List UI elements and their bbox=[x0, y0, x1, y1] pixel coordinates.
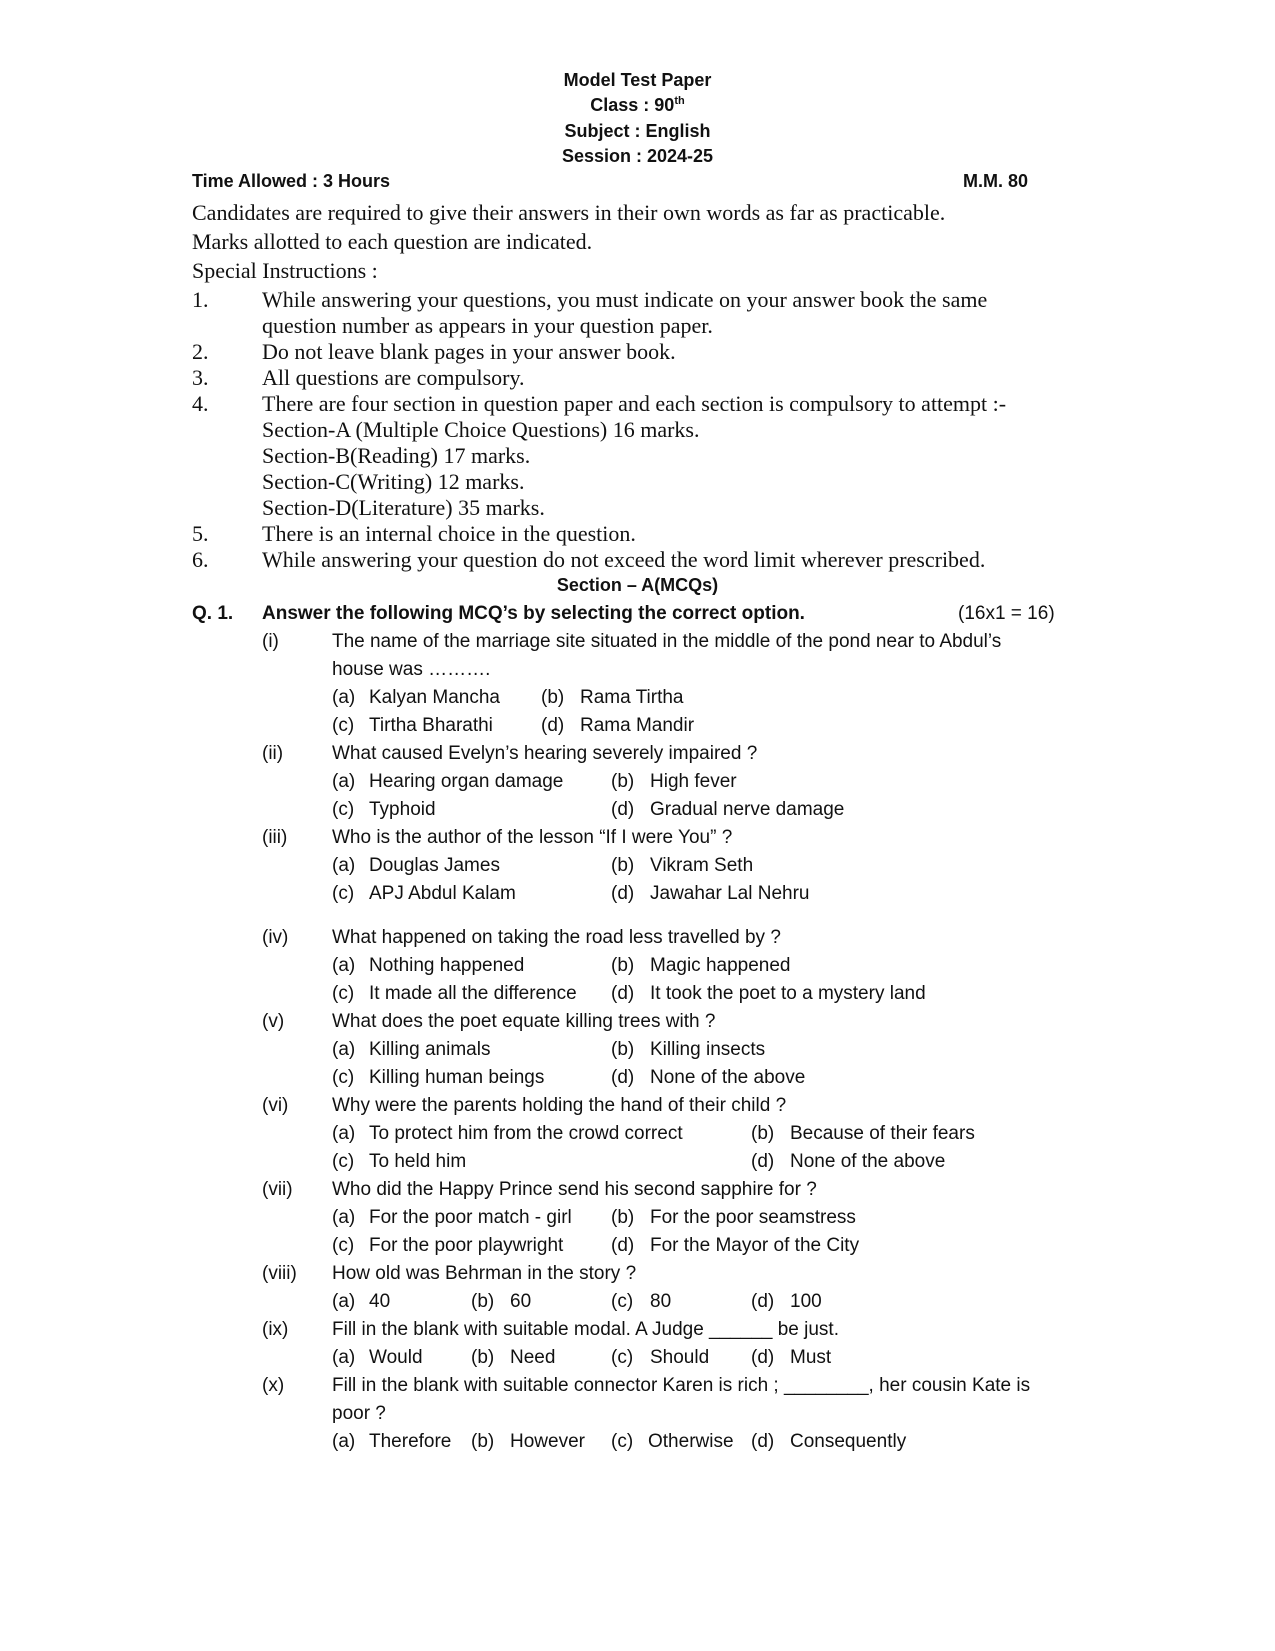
option-text: For the poor match - girl bbox=[369, 1207, 572, 1228]
option-letter: (a) bbox=[332, 1431, 356, 1452]
mcq-number: (v) bbox=[262, 1011, 285, 1032]
option-text: Gradual nerve damage bbox=[650, 799, 845, 820]
instruction-text: All questions are compulsory. bbox=[262, 365, 525, 390]
mcq-question: Who did the Happy Prince send his second sapphire for ? bbox=[332, 1179, 817, 1200]
option-letter: (b) bbox=[541, 687, 565, 708]
option-letter: (c) bbox=[611, 1347, 634, 1368]
mcq-number: (ii) bbox=[262, 743, 284, 764]
option-letter: (c) bbox=[332, 1235, 355, 1256]
session-label: Session : 2024-25 bbox=[561, 146, 714, 166]
option-letter: (d) bbox=[611, 799, 635, 820]
instruction-number: 5. bbox=[192, 521, 209, 546]
option-letter: (a) bbox=[332, 1291, 356, 1312]
option-text: Must bbox=[790, 1347, 832, 1368]
option-text: None of the above bbox=[650, 1067, 806, 1088]
option-text: 100 bbox=[790, 1291, 822, 1312]
option-text: Typhoid bbox=[369, 799, 436, 820]
instruction-number: 4. bbox=[192, 391, 209, 416]
question-1-text: Answer the following MCQ’s by selecting the correct option. bbox=[262, 603, 805, 624]
mcq-question: poor ? bbox=[332, 1403, 386, 1424]
special-instructions-heading: Special Instructions : bbox=[192, 258, 378, 283]
instruction-text: While answering your question do not exceed the word limit wherever prescribed. bbox=[262, 547, 986, 572]
option-letter: (a) bbox=[332, 687, 356, 708]
option-text: Killing human beings bbox=[369, 1067, 545, 1088]
section-a-title: Section – A(MCQs) bbox=[556, 575, 719, 595]
option-letter: (b) bbox=[611, 1207, 635, 1228]
option-text: Need bbox=[510, 1347, 556, 1368]
instruction-number: 2. bbox=[192, 339, 209, 364]
option-letter: (c) bbox=[332, 983, 355, 1004]
option-letter: (a) bbox=[332, 771, 356, 792]
max-marks: M.M. 80 bbox=[963, 171, 1029, 191]
general-line-2: Marks allotted to each question are indicated. bbox=[192, 229, 593, 254]
option-letter: (d) bbox=[611, 1067, 635, 1088]
general-line-1: Candidates are required to give their answers in their own words as far as practicable. bbox=[192, 200, 946, 225]
option-text: Therefore bbox=[369, 1431, 452, 1452]
mcq-question: What does the poet equate killing trees with ? bbox=[332, 1011, 716, 1032]
mcq-question: What happened on taking the road less travelled by ? bbox=[332, 927, 781, 948]
mcq-number: (vii) bbox=[262, 1179, 293, 1200]
option-letter: (b) bbox=[751, 1123, 775, 1144]
option-letter: (c) bbox=[332, 799, 355, 820]
option-letter: (d) bbox=[611, 883, 635, 904]
class-label bbox=[0, 95, 1275, 116]
option-text: Killing insects bbox=[650, 1039, 766, 1060]
option-text: Nothing happened bbox=[369, 955, 525, 976]
option-text: For the poor seamstress bbox=[650, 1207, 856, 1228]
class-superscript: th bbox=[674, 95, 685, 107]
option-text: Killing animals bbox=[369, 1039, 491, 1060]
option-letter: (a) bbox=[332, 855, 356, 876]
option-letter: (c) bbox=[332, 1067, 355, 1088]
option-letter: (b) bbox=[611, 771, 635, 792]
option-text: Kalyan Mancha bbox=[369, 687, 500, 708]
instruction-text: While answering your questions, you must indicate on your answer book the same bbox=[262, 287, 988, 312]
mcq-number: (vi) bbox=[262, 1095, 289, 1116]
option-letter: (b) bbox=[471, 1291, 495, 1312]
option-text: Because of their fears bbox=[790, 1123, 975, 1144]
instruction-text: Section-B(Reading) 17 marks. bbox=[262, 443, 531, 468]
mcq-question: What caused Evelyn’s hearing severely impaired ? bbox=[332, 743, 758, 764]
option-letter: (b) bbox=[471, 1431, 495, 1452]
option-text: Rama Mandir bbox=[580, 715, 695, 736]
mcq-number: (iv) bbox=[262, 927, 289, 948]
option-text: For the Mayor of the City bbox=[650, 1235, 860, 1256]
option-letter: (d) bbox=[751, 1431, 775, 1452]
mcq-question: Fill in the blank with suitable connector Karen is rich ; ________, her cousin Kate is bbox=[332, 1375, 1031, 1396]
option-text: It made all the difference bbox=[369, 983, 577, 1004]
mcq-question: house was ………. bbox=[332, 659, 491, 680]
option-letter: (b) bbox=[471, 1347, 495, 1368]
question-1-marks: (16x1 = 16) bbox=[958, 603, 1055, 624]
option-letter: (a) bbox=[332, 1347, 356, 1368]
option-letter: (d) bbox=[751, 1151, 775, 1172]
option-text: Consequently bbox=[790, 1431, 907, 1452]
option-text: Douglas James bbox=[369, 855, 500, 876]
option-text: Rama Tirtha bbox=[580, 687, 684, 708]
option-letter: (a) bbox=[332, 1207, 356, 1228]
mcq-number: (x) bbox=[262, 1375, 285, 1396]
option-text: High fever bbox=[650, 771, 737, 792]
option-text: To protect him from the crowd correct bbox=[369, 1123, 683, 1144]
option-text: Otherwise bbox=[648, 1431, 734, 1452]
option-text: Should bbox=[650, 1347, 710, 1368]
subject-label: Subject : English bbox=[564, 121, 711, 141]
instruction-text: Section-C(Writing) 12 marks. bbox=[262, 469, 525, 494]
option-text: None of the above bbox=[790, 1151, 946, 1172]
instruction-text: There are four section in question paper and each section is compulsory to attempt :- bbox=[262, 391, 1007, 416]
instruction-number: 6. bbox=[192, 547, 209, 572]
mcq-number: (iii) bbox=[262, 827, 288, 848]
option-text: It took the poet to a mystery land bbox=[650, 983, 926, 1004]
instruction-text: Section-D(Literature) 35 marks. bbox=[262, 495, 545, 520]
option-letter: (c) bbox=[332, 715, 355, 736]
option-text: Magic happened bbox=[650, 955, 791, 976]
option-letter: (a) bbox=[332, 1123, 356, 1144]
option-letter: (a) bbox=[332, 1039, 356, 1060]
option-letter: (b) bbox=[611, 1039, 635, 1060]
option-text: However bbox=[510, 1431, 585, 1452]
option-letter: (d) bbox=[611, 1235, 635, 1256]
class-value: Class : 90 bbox=[590, 95, 675, 115]
mcq-question: How old was Behrman in the story ? bbox=[332, 1263, 637, 1284]
option-text: For the poor playwright bbox=[369, 1235, 564, 1256]
mcq-question: Fill in the blank with suitable modal. A Judge ______ be just. bbox=[332, 1319, 839, 1340]
option-text: Hearing organ damage bbox=[369, 771, 564, 792]
option-letter: (d) bbox=[611, 983, 635, 1004]
instruction-text: There is an internal choice in the question. bbox=[262, 521, 636, 546]
option-text: 80 bbox=[650, 1291, 672, 1312]
option-text: Would bbox=[369, 1347, 423, 1368]
mcq-number: (ix) bbox=[262, 1319, 289, 1340]
option-letter: (d) bbox=[751, 1347, 775, 1368]
mcq-number: (i) bbox=[262, 631, 279, 652]
option-text: 40 bbox=[369, 1291, 391, 1312]
option-letter: (c) bbox=[611, 1431, 634, 1452]
option-text: APJ Abdul Kalam bbox=[369, 883, 516, 904]
option-letter: (c) bbox=[332, 883, 355, 904]
option-letter: (c) bbox=[332, 1151, 355, 1172]
option-text: Vikram Seth bbox=[650, 855, 754, 876]
option-letter: (d) bbox=[751, 1291, 775, 1312]
instruction-number: 3. bbox=[192, 365, 209, 390]
option-text: To held him bbox=[369, 1151, 467, 1172]
mcq-number: (viii) bbox=[262, 1263, 297, 1284]
option-letter: (b) bbox=[611, 955, 635, 976]
instruction-text: Do not leave blank pages in your answer book. bbox=[262, 339, 676, 364]
mcq-question: Why were the parents holding the hand of their child ? bbox=[332, 1095, 787, 1116]
instruction-text: question number as appears in your question paper. bbox=[262, 313, 713, 338]
question-1-number: Q. 1. bbox=[192, 603, 234, 624]
option-text: Tirtha Bharathi bbox=[369, 715, 493, 736]
option-letter: (c) bbox=[611, 1291, 634, 1312]
option-letter: (b) bbox=[611, 855, 635, 876]
option-text: Jawahar Lal Nehru bbox=[650, 883, 810, 904]
mcq-question: The name of the marriage site situated in the middle of the pond near to Abdul’s bbox=[332, 631, 1002, 652]
instruction-number: 1. bbox=[192, 287, 209, 312]
mcq-question: Who is the author of the lesson “If I were You” ? bbox=[332, 827, 733, 848]
option-text: 60 bbox=[510, 1291, 532, 1312]
time-allowed: Time Allowed : 3 Hours bbox=[192, 171, 391, 191]
instruction-text: Section-A (Multiple Choice Questions) 16 marks. bbox=[262, 417, 700, 442]
option-letter: (a) bbox=[332, 955, 356, 976]
paper-title: Model Test Paper bbox=[563, 70, 712, 90]
option-letter: (d) bbox=[541, 715, 565, 736]
